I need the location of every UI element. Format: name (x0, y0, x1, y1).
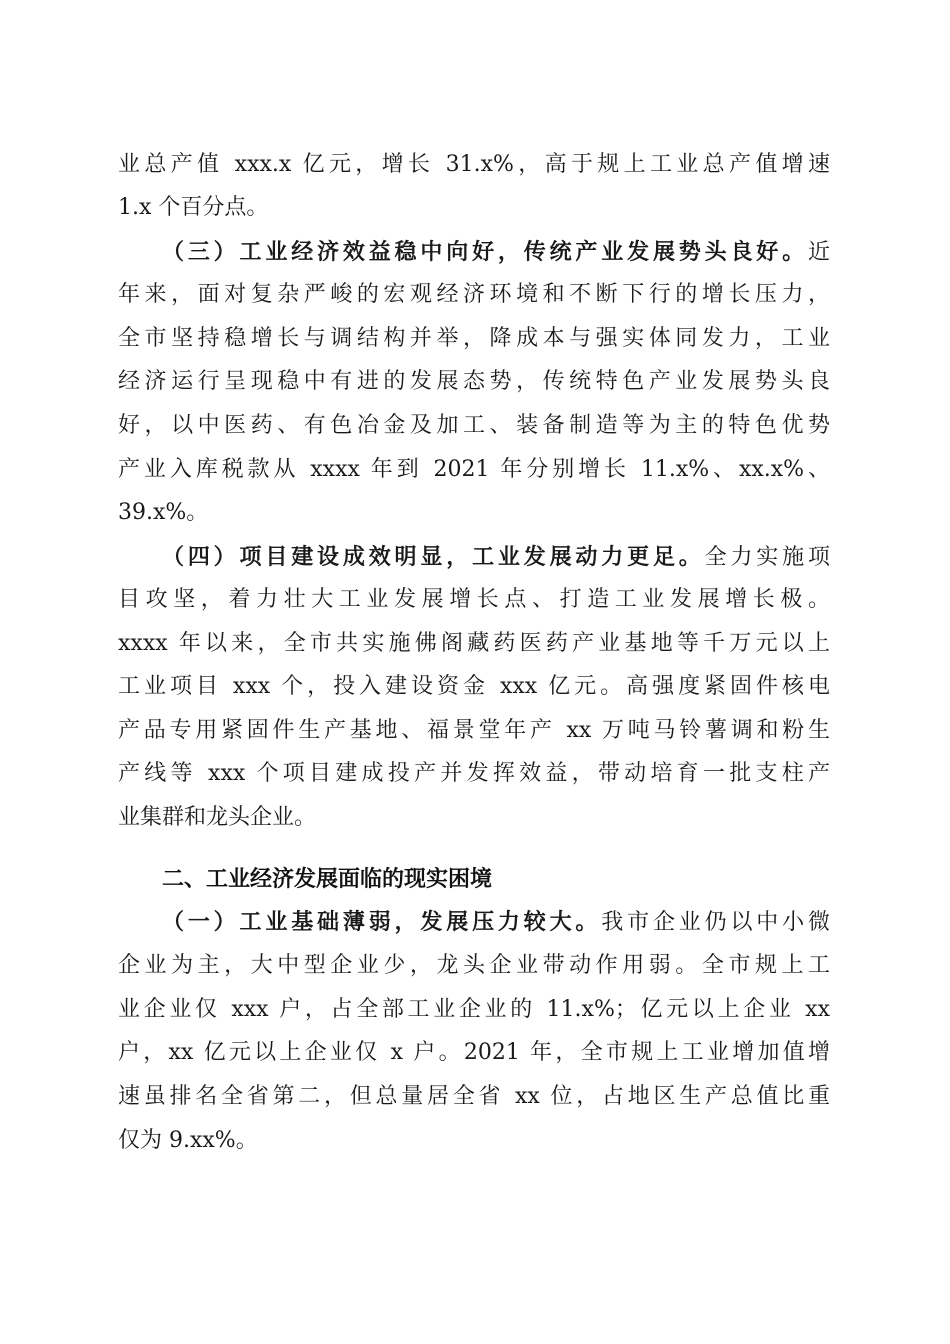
paragraph-3-line-7: 业集群和龙头企业。 (118, 805, 317, 830)
paragraph-2-line-1-tail: 近 (807, 240, 830, 265)
paragraph-2-line-4: 经济运行呈现稳中有进的发展态势，传统特色产业发展势头良 (118, 369, 830, 394)
paragraph-3-bold-lead: （四）项目建设成效明显，工业发展动力更足。 (162, 544, 705, 570)
paragraph-4-line-6: 仅为 9.xx%。 (118, 1128, 258, 1153)
section-heading: 二、工业经济发展面临的现实困境 (162, 867, 493, 892)
paragraph-3-line-5: 产品专用紧固件生产基地、福景堂年产 xx 万吨马铃薯调和粉生 (118, 718, 830, 743)
paragraph-4-line-1-tail: 我市企业仍以中小微 (601, 910, 830, 935)
paragraph-3-line-3: xxxx 年以来，全市共实施佛阁藏药医药产业基地等千万元以上 (118, 631, 830, 656)
paragraph-2-line-1 (162, 232, 830, 272)
paragraph-3-line-2: 目攻坚，着力壮大工业发展增长点、打造工业发展增长极。 (118, 587, 830, 612)
paragraph-4-bold-lead: （一）工业基础薄弱，发展压力较大。 (162, 909, 602, 935)
paragraph-3-line-6: 产线等 xxx 个项目建成投产并发挥效益，带动培育一批支柱产 (118, 761, 830, 786)
paragraph-2-line-2: 年来，面对复杂严峻的宏观经济环境和不断下行的增长压力， (118, 282, 830, 307)
paragraph-2-line-7: 39.x%。 (118, 500, 209, 525)
paragraph-2-line-5: 好，以中医药、有色冶金及加工、装备制造等为主的特色优势 (118, 413, 830, 438)
paragraph-2-line-6: 产业入库税款从 xxxx 年到 2021 年分别增长 11.x%、xx.x%、 (118, 457, 830, 482)
paragraph-1-line-1: 业总产值 xxx.x 亿元，增长 31.x%，高于规上工业总产值增速 (118, 152, 830, 177)
paragraph-4-line-1 (162, 902, 830, 942)
paragraph-1-line-2: 1.x 个百分点。 (118, 195, 269, 220)
paragraph-3-line-1 (162, 537, 830, 577)
paragraph-3-line-4: 工业项目 xxx 个，投入建设资金 xxx 亿元。高强度紧固件核电 (118, 674, 830, 699)
paragraph-4-line-3: 业企业仅 xxx 户，占全部工业企业的 11.x%；亿元以上企业 xx (118, 997, 830, 1022)
paragraph-4-line-4: 户，xx 亿元以上企业仅 x 户。2021 年，全市规上工业增加值增 (118, 1040, 830, 1065)
paragraph-2-line-3: 全市坚持稳增长与调结构并举，降成本与强实体同发力，工业 (118, 326, 830, 351)
paragraph-4-line-2: 企业为主，大中型企业少，龙头企业带动作用弱。全市规上工 (118, 953, 830, 978)
paragraph-4-line-5: 速虽排名全省第二，但总量居全省 xx 位，占地区生产总值比重 (118, 1084, 830, 1109)
paragraph-3-line-1-tail: 全力实施项 (704, 545, 830, 570)
paragraph-2-bold-lead: （三）工业经济效益稳中向好，传统产业发展势头良好。 (162, 239, 808, 265)
